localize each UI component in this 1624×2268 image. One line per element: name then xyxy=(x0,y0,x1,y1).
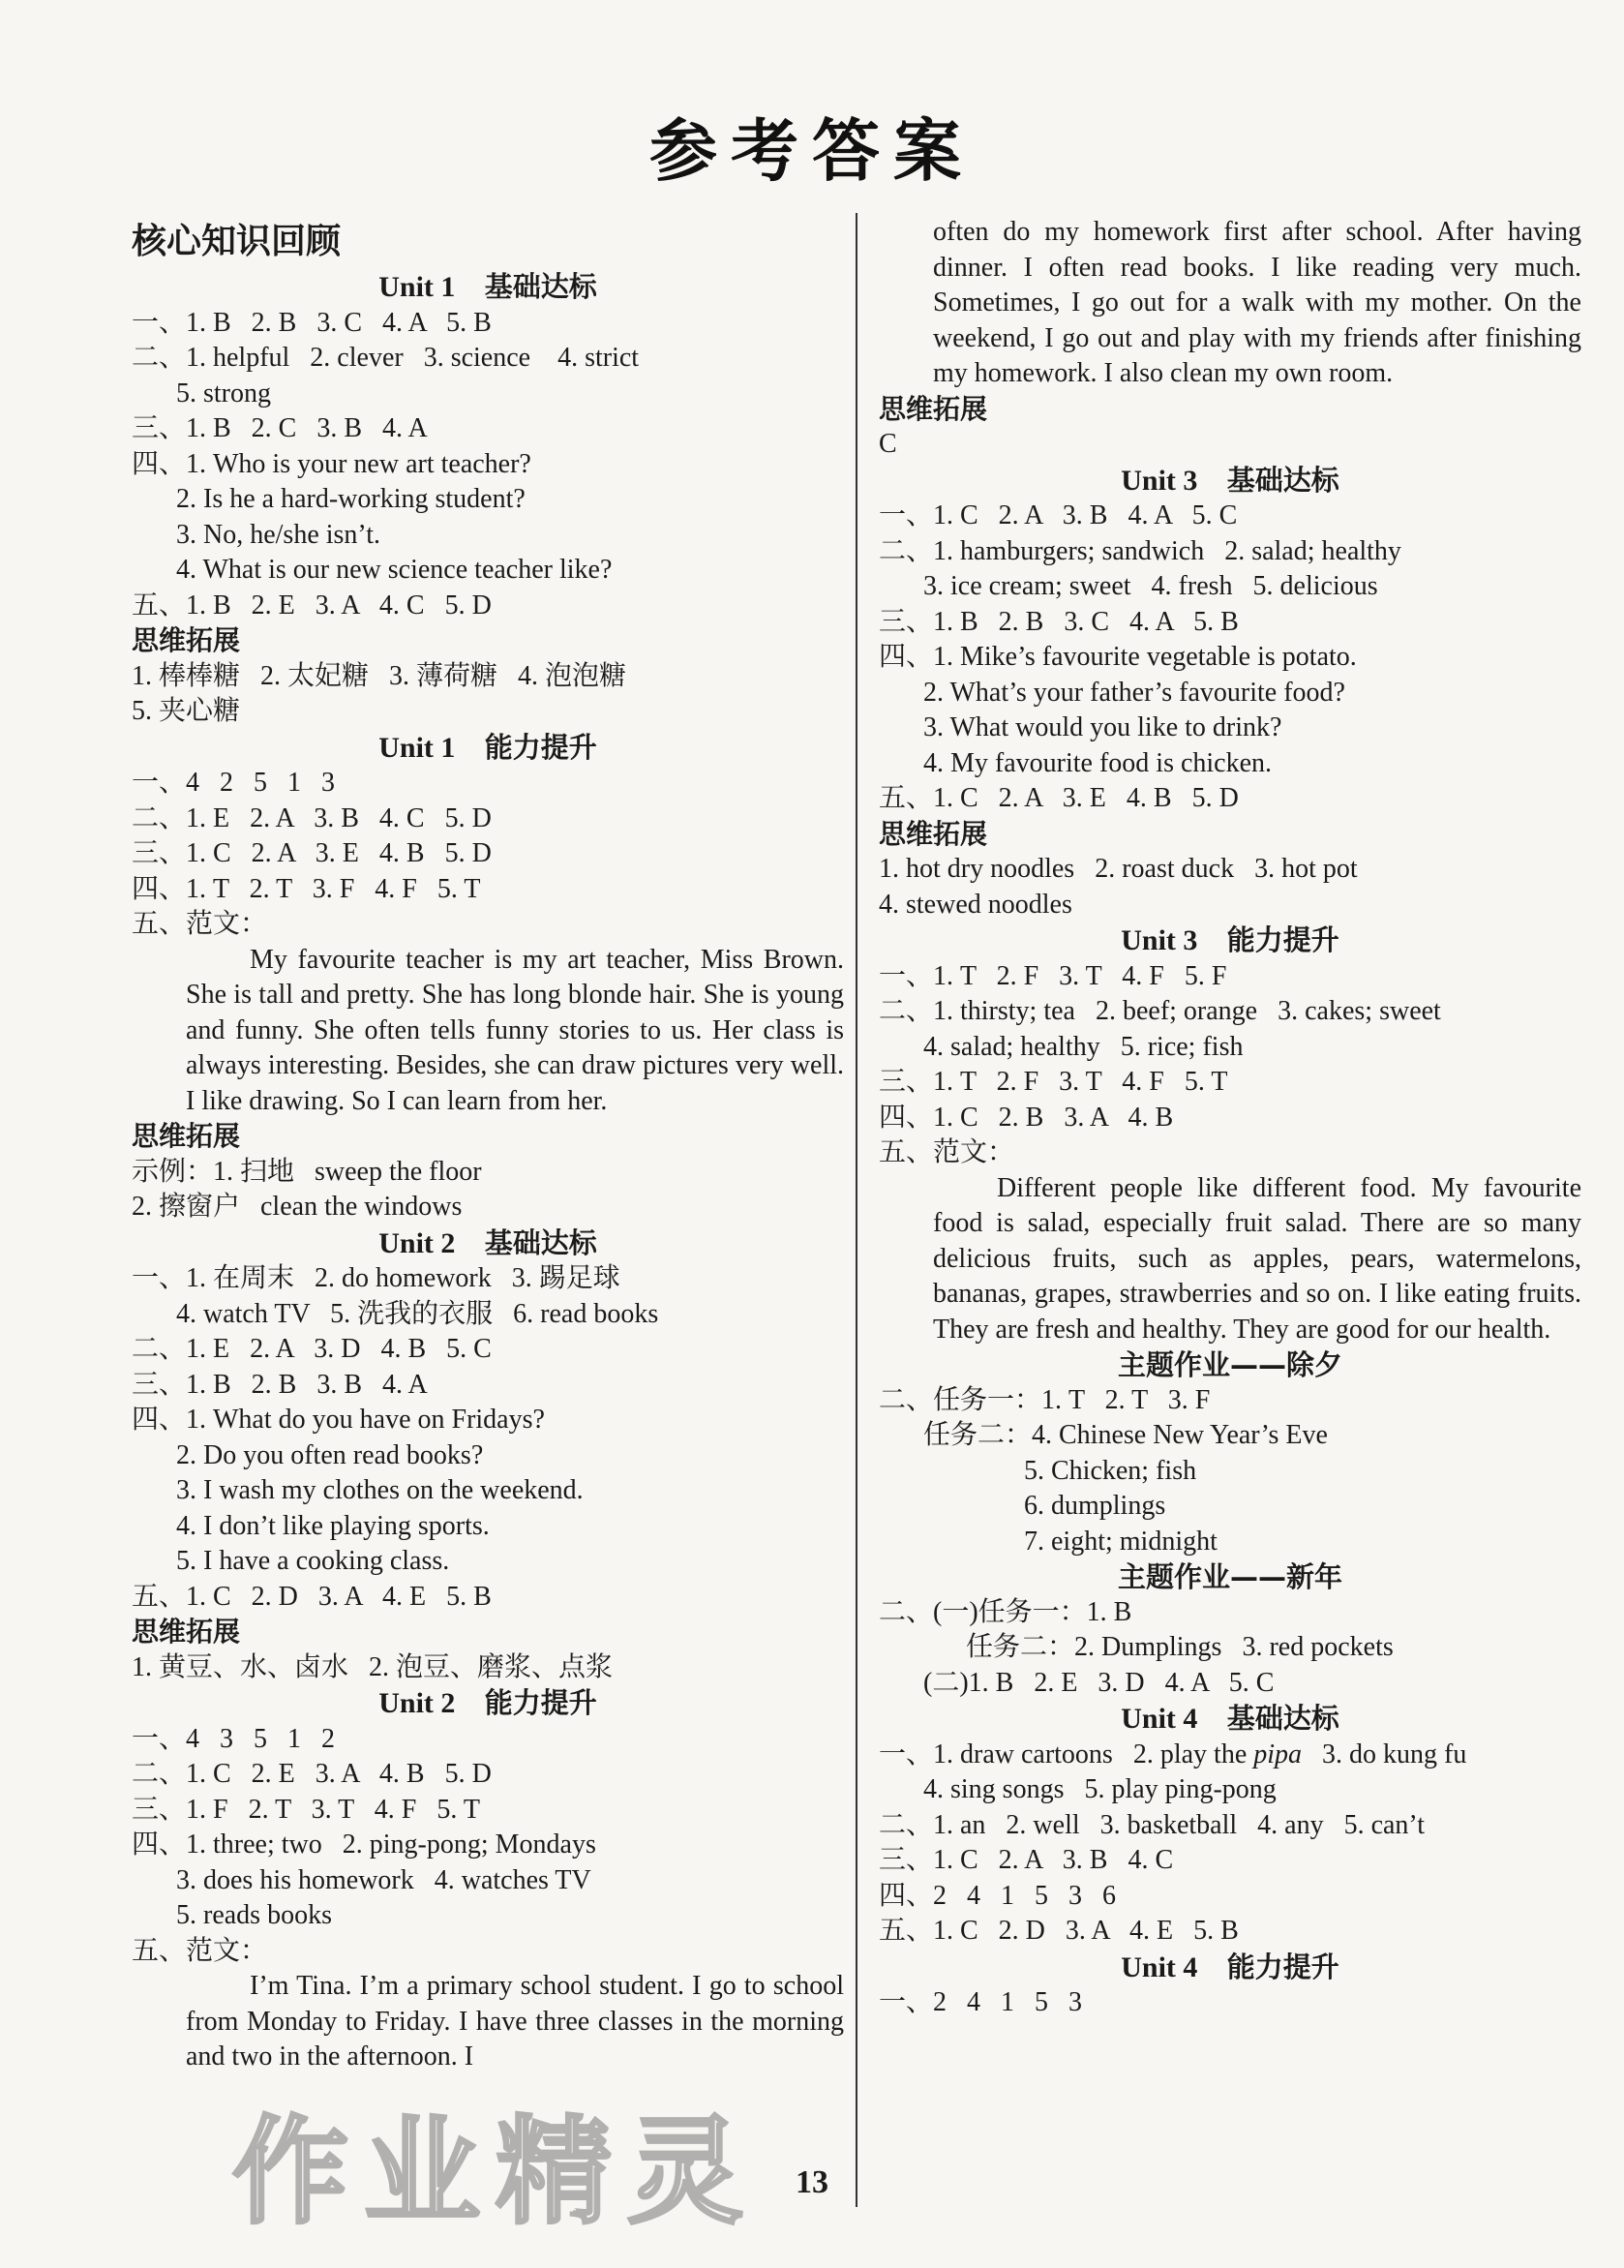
left-column xyxy=(132,215,844,2075)
unit-sublabel: 能力提升 xyxy=(484,1686,597,1719)
model-essay: Different people like different food. My favourite food is salad, especially fruit salad. There are so many delicious fruits, such as apples, pears, watermelons, bananas, grapes, strawberries and so on. I like eating fruits. They are fresh and healthy. They are good for our health. xyxy=(933,1172,1581,1345)
theme2-heading: 主题作业——新年 xyxy=(1117,1560,1342,1593)
unit-label: Unit 2 xyxy=(378,1687,456,1719)
unit-label: Unit 3 xyxy=(1121,464,1198,497)
answer-line: 五、1. C 2. D 3. A 4. E 5. B xyxy=(132,1581,492,1612)
answer-line: 四、1. Mike’s favourite vegetable is potato. xyxy=(879,642,1357,672)
answer-line: 1. 棒棒糖 2. 太妃糖 3. 薄荷糖 4. 泡泡糖 xyxy=(132,660,627,691)
answer-line: 三、1. B 2. C 3. B 4. A xyxy=(132,413,428,443)
answer-line: 2. Is he a hard-working student? xyxy=(176,484,526,514)
answer-line: 5. Chicken; fish xyxy=(1024,1455,1197,1486)
answer-line: 四、1. What do you have on Fridays? xyxy=(132,1405,545,1435)
answer-line: 7. eight; midnight xyxy=(1024,1526,1218,1557)
think-heading: 思维拓展 xyxy=(879,817,988,850)
think-heading: 思维拓展 xyxy=(879,392,988,425)
unit3-ability-heading xyxy=(879,922,1581,959)
answer-line: 四、1. T 2. T 3. F 4. F 5. T xyxy=(132,873,481,904)
model-essay: My favourite teacher is my art teacher, Miss Brown. She is tall and pretty. She has long blonde hair. She is young and funny. She often tells funny stories to us. Her class is always interesting. Besides, she can draw pictures very well. I like drawing. So I can learn from her. xyxy=(186,944,844,1116)
unit-label: Unit 4 xyxy=(1121,1950,1198,1983)
answer-line: 5. I have a cooking class. xyxy=(176,1546,450,1576)
answer-line: 5. reads books xyxy=(176,1900,332,1930)
unit-sublabel: 基础达标 xyxy=(1226,1702,1339,1735)
answer-line: 三、1. B 2. B 3. B 4. A xyxy=(132,1369,428,1400)
answer-text: 一、1. draw cartoons 2. play the xyxy=(879,1739,1254,1769)
unit1-ability-heading xyxy=(132,730,844,767)
answer-line: 2. 擦窗户 clean the windows xyxy=(132,1192,463,1222)
answer-line: 4. My favourite food is chicken. xyxy=(923,747,1273,778)
answer-line: 五、范文： xyxy=(132,909,268,939)
answer-line: 一、2 4 1 5 3 xyxy=(879,1987,1083,2017)
answer-line: 一、1. T 2. F 3. T 4. F 5. F xyxy=(879,960,1227,991)
answer-text: 3. do kung fu xyxy=(1302,1739,1467,1769)
think-heading: 思维拓展 xyxy=(132,1120,241,1152)
answer-line: 任务二：4. Chinese New Year’s Eve xyxy=(923,1420,1328,1450)
unit-sublabel: 能力提升 xyxy=(484,730,597,764)
answer-line: 示例：1. 扫地 sweep the floor xyxy=(132,1156,482,1187)
answer-line: 二、任务一：1. T 2. T 3. F xyxy=(879,1384,1211,1415)
unit2-ability-heading xyxy=(132,1685,844,1722)
answer-line: 二、1. an 2. well 3. basketball 4. any 5. can’t xyxy=(879,1809,1426,1840)
answer-line: 二、1. thirsty; tea 2. beef; orange 3. cakes; sweet xyxy=(879,996,1441,1026)
think-heading: 思维拓展 xyxy=(132,624,241,656)
answer-line: 三、1. B 2. B 3. C 4. A 5. B xyxy=(879,606,1239,637)
answer-line: 3. does his homework 4. watches TV xyxy=(176,1864,591,1895)
answer-line: 4. salad; healthy 5. rice; fish xyxy=(923,1031,1244,1062)
answer-line: 一、4 2 5 1 3 xyxy=(132,768,336,798)
answer-line: 二、1. E 2. A 3. B 4. C 5. D xyxy=(132,802,492,833)
unit1-basic-heading xyxy=(132,269,844,306)
answer-line: 二、1. hamburgers; sandwich 2. salad; healthy xyxy=(879,535,1401,566)
watermark-logo: 作业精灵 xyxy=(232,2105,759,2240)
answer-line: 五、范文： xyxy=(879,1137,1015,1167)
answer-line: 四、1. C 2. B 3. A 4. B xyxy=(879,1102,1174,1133)
answer-line: 2. Do you often read books? xyxy=(176,1439,484,1470)
answer-line: 五、1. B 2. E 3. A 4. C 5. D xyxy=(132,590,492,620)
unit-sublabel: 基础达标 xyxy=(1226,463,1339,497)
answer-line: 三、1. T 2. F 3. T 4. F 5. T xyxy=(879,1067,1228,1097)
page-title: 参考答案 xyxy=(649,111,975,191)
page-number: 13 xyxy=(796,2164,828,2200)
answer-line: 一、4 3 5 1 2 xyxy=(132,1723,336,1754)
answer-line: (二)1. B 2. E 3. D 4. A 5. C xyxy=(923,1667,1275,1698)
section-heading: 核心知识回顾 xyxy=(132,222,342,261)
answer-line: 4. What is our new science teacher like? xyxy=(176,555,613,585)
unit-sublabel: 能力提升 xyxy=(1226,1950,1339,1983)
model-essay-continued: often do my homework first after school. After having dinner. I often read books. I like reading very much. Sometimes, I go out for a walk with my mother. On the weekend, I go out and play with my friends after finishing my homework. I also clean my own room. xyxy=(933,217,1581,388)
unit3-basic-heading xyxy=(879,463,1581,499)
unit-label: Unit 2 xyxy=(378,1226,456,1259)
unit-label: Unit 4 xyxy=(1121,1703,1198,1735)
answer-line: 四、1. three; two 2. ping-pong; Mondays xyxy=(132,1830,596,1860)
answer-line: 三、1. C 2. A 3. B 4. C xyxy=(879,1845,1174,1875)
column-divider xyxy=(856,213,857,2207)
answer-line: 5. 夹心糖 xyxy=(132,696,241,726)
answer-line: 一、1. C 2. A 3. B 4. A 5. C xyxy=(879,500,1238,530)
answer-line: 四、2 4 1 5 3 6 xyxy=(879,1880,1117,1911)
model-essay: I’m Tina. I’m a primary school student. I go to school from Monday to Friday. I have three classes in the morning and two in the afternoon. I xyxy=(186,1971,844,2071)
answer-line: C xyxy=(879,429,897,459)
think-heading: 思维拓展 xyxy=(132,1616,241,1648)
answer-line: 4. I don’t like playing sports. xyxy=(176,1510,490,1541)
unit4-ability-heading xyxy=(879,1950,1581,1986)
answer-line: 6. dumplings xyxy=(1024,1491,1166,1521)
answer-line: 3. ice cream; sweet 4. fresh 5. delicious xyxy=(923,571,1378,601)
answer-line: 1. 黄豆、水、卤水 2. 泡豆、磨浆、点浆 xyxy=(132,1651,614,1682)
answer-line: 2. What’s your father’s favourite food? xyxy=(923,677,1345,708)
answer-line: 3. I wash my clothes on the weekend. xyxy=(176,1475,584,1505)
unit-label: Unit 1 xyxy=(378,731,456,764)
answer-line: 任务二：2. Dumplings 3. red pockets xyxy=(966,1632,1394,1662)
answer-line: 三、1. C 2. A 3. E 4. B 5. D xyxy=(132,838,492,868)
answer-line: 一、1. 在周末 2. do homework 3. 踢足球 xyxy=(132,1263,620,1293)
unit4-basic-heading xyxy=(879,1701,1581,1738)
answer-line: 3. What would you like to drink? xyxy=(923,712,1282,742)
answer-line: 5. strong xyxy=(176,378,271,408)
theme1-heading: 主题作业——除夕 xyxy=(1117,1348,1342,1381)
answer-line: 二、1. E 2. A 3. D 4. B 5. C xyxy=(132,1334,492,1364)
answer-line: 四、1. Who is your new art teacher? xyxy=(132,448,531,479)
unit-label: Unit 3 xyxy=(1121,924,1198,956)
answer-line xyxy=(879,1738,1581,1773)
unit-label: Unit 1 xyxy=(378,271,456,303)
answer-line: 二、1. C 2. E 3. A 4. B 5. D xyxy=(132,1759,492,1789)
unit-sublabel: 基础达标 xyxy=(484,270,597,303)
answer-line: 4. watch TV 5. 洗我的衣服 6. read books xyxy=(176,1298,659,1329)
unit2-basic-heading xyxy=(132,1225,844,1262)
answer-text-italic: pipa xyxy=(1253,1739,1303,1769)
answer-line: 4. sing songs 5. play ping-pong xyxy=(923,1774,1277,1804)
answer-line: 五、1. C 2. A 3. E 4. B 5. D xyxy=(879,783,1239,813)
answer-line: 1. hot dry noodles 2. roast duck 3. hot pot xyxy=(879,854,1358,884)
unit-sublabel: 能力提升 xyxy=(1226,923,1339,956)
answer-line: 五、范文： xyxy=(132,1935,268,1966)
answer-line: 五、1. C 2. D 3. A 4. E 5. B xyxy=(879,1916,1239,1946)
right-column xyxy=(879,215,1581,2021)
answer-line: 二、1. helpful 2. clever 3. science 4. strict xyxy=(132,343,640,373)
answer-line: 一、1. B 2. B 3. C 4. A 5. B xyxy=(132,307,492,338)
answer-line: 三、1. F 2. T 3. T 4. F 5. T xyxy=(132,1794,480,1825)
answer-line: 4. stewed noodles xyxy=(879,889,1072,920)
answer-line: 3. No, he/she isn’t. xyxy=(176,519,381,550)
unit-sublabel: 基础达标 xyxy=(484,1225,597,1259)
answer-line: 二、(一)任务一：1. B xyxy=(879,1596,1132,1627)
